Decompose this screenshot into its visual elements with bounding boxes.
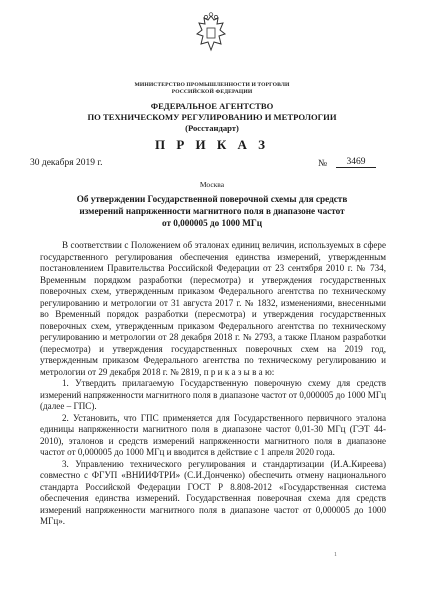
agency-name bbox=[0, 101, 424, 134]
order-body bbox=[40, 240, 386, 528]
agency-line: ФЕДЕРАЛЬНОЕ АГЕНТСТВО bbox=[150, 101, 274, 111]
title-line: от 0,000005 до 1000 МГц bbox=[161, 218, 263, 228]
agency-line: (Росстандарт) bbox=[185, 123, 239, 133]
paragraph-item-2: 2. Установить, что ГПС применяется для Государственного первичного эталона единицы напряженности магнитного поля в диапазоне частот 0,01-30 МГц (ГЭТ 44-2010), эталонов и средств измерений напряженности магнитного поля в диапазоне частот от 0,000005 до 1000 МГц и вводится в действие с 1 апреля 2020 года. bbox=[40, 412, 386, 457]
paragraph-item-1: 1. Утвердить прилагаемую Государственную поверочную схему для средств измерений напряженности магнитного поля в диапазоне частот от 0,000005 до 1000 МГц (далее – ГПС). bbox=[40, 378, 386, 411]
city: Москва bbox=[199, 180, 225, 189]
coat-of-arms-icon bbox=[194, 12, 228, 54]
paragraph-item-3: 3. Управлению технического регулирования и стандартизации (И.А.Киреева) совместно с ФГУП «ВНИИФТРИ» (С.И.Донченко) обеспечить отмену национального стандарта Российской Федерации ГОСТ Р 8.808-2012 «Государственная система обеспечения единства измерений. Государственная поверочная схема для средств измерений напряженности магнитного поля в диапазоне частот от 0,000005 до 1000 МГц». bbox=[40, 458, 386, 526]
order-title bbox=[40, 193, 384, 229]
order-number-label: № bbox=[318, 159, 328, 169]
paragraph-preamble: В соответствии с Положением об эталонах единиц величин, используемых в сфере государственного регулирования обеспечения единства измерений, утвержденным постановлением Правительства Российской Федерации от 23 сентября 2010 г. № 734, Временным порядком разработки (пересмотра) и утверждения государственных поверочных схем, утвержденным приказом Федерального агентства по техническому регулированию и метрологии от 31 августа 2017 г. № 1832, изменениями, внесенными во Временный порядок разработки (пересмотра) и утверждения государственных поверочных схем, утвержденным приказом Федерального агентства по техническому регулированию и метрологии от 28 декабря 2018 г. № 2793, а также Планом разработки (пересмотра) и утверждения государственных поверочных схем на 2019 год, утвержденным приказом Федерального агентства по техническому регулированию и метрологии от 29 декабря 2018 г. № 2819, п р и к а з ы в а ю: bbox=[40, 240, 386, 377]
margin-mark: 1 bbox=[334, 552, 337, 558]
ministry-line: РОССИЙСКОЙ ФЕДЕРАЦИИ bbox=[171, 89, 253, 95]
order-number: 3469 bbox=[336, 157, 376, 168]
ministry-name bbox=[0, 82, 424, 96]
document-type: П Р И К А З bbox=[154, 137, 270, 152]
title-line: измерений напряженности магнитного поля в диапазоне частот bbox=[79, 206, 345, 216]
agency-line: ПО ТЕХНИЧЕСКОМУ РЕГУЛИРОВАНИЮ И МЕТРОЛОГИИ bbox=[87, 112, 337, 122]
order-date: 30 декабря 2019 г. bbox=[30, 158, 103, 168]
ministry-line: МИНИСТЕРСТВО ПРОМЫШЛЕННОСТИ И ТОРГОВЛИ bbox=[134, 82, 290, 88]
title-line: Об утверждении Государственной поверочной схемы для средств bbox=[76, 194, 348, 204]
